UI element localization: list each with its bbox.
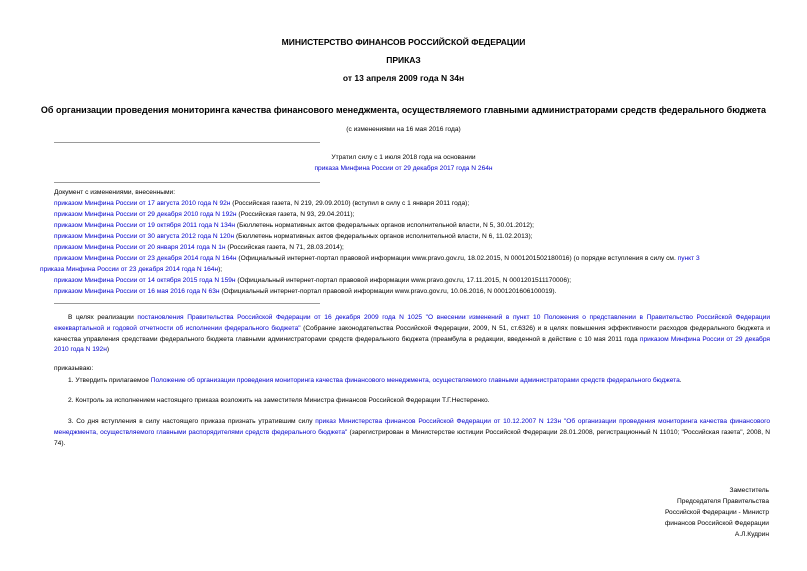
document-title: Об организации проведения мониторинга качества финансового менеджмента, осуществляемого главными администраторами средств федерального бюджета: [40, 105, 767, 115]
amendment-link[interactable]: приказом Минфина России от 14 октября 2015 года N 159н: [54, 277, 236, 284]
clause-link[interactable]: пункт 3: [677, 255, 700, 262]
signature-line: финансов Российской Федерации: [664, 519, 769, 527]
list-item: приказом Минфина России от 19 октября 2011 года N 134н (Бюллетень нормативных актов федеральных органов исполнительной власти, N 5, 30.01.2012);: [54, 222, 534, 229]
list-item-continuation: приказа Минфина России от 23 декабря 2014 года N 164н);: [40, 266, 223, 273]
repeal-link[interactable]: [0, 165, 807, 172]
list-item: приказом Минфина России от 23 декабря 2014 года N 164н (Официальный интернет-портал правовой информации www.pravo.gov.ru, 18.02.2015, N 0001201502180016) (о порядке вступления в силу см. пункт 3: [54, 255, 700, 262]
amendment-link[interactable]: приказом Минфина России от 30 августа 2012 года N 120н: [54, 233, 235, 240]
repeal-order-link[interactable]: приказа Минфина России от 29 декабря 2017 года N 264н: [314, 165, 493, 172]
signature-block: [665, 486, 769, 541]
list-item: приказом Минфина России от 30 августа 2012 года N 120н (Бюллетень нормативных актов федеральных органов исполнительной власти, N 6, 11.02.2013);: [54, 233, 533, 240]
regulation-link[interactable]: Положение об организации проведения мониторинга качества финансового менеджмента, осуществляемого главными администраторами средств федерального бюджета: [150, 377, 680, 384]
amendment-link[interactable]: приказом Минфина России от 29 декабря 2010 года N 192н: [54, 211, 237, 218]
amendment-link[interactable]: приказом Минфина России от 19 октября 2011 года N 134н: [54, 222, 236, 229]
divider: [54, 182, 320, 183]
ministry-name: МИНИСТЕРСТВО ФИНАНСОВ РОССИЙСКОЙ ФЕДЕРАЦИИ: [281, 37, 526, 47]
divider: [54, 303, 320, 304]
amendment-link[interactable]: приказом Минфина России от 16 мая 2016 года N 63н: [54, 288, 220, 295]
list-item: приказом Минфина России от 16 мая 2016 года N 63н (Официальный интернет-портал правовой информации www.pravo.gov.ru, 10.06.2016, N 0001201606100019).: [54, 288, 557, 295]
order-item-1: 1. Утвердить прилагаемое Положение об организации проведения мониторинга качества финансового менеджмента, осуществляемого главными администраторами средств федерального бюджета.: [68, 377, 682, 384]
signature-line: Председателя Правительства: [677, 497, 769, 505]
changes-intro: Документ с изменениями, внесенными:: [54, 189, 176, 196]
signature-line: Заместитель: [729, 487, 769, 494]
signatory-name: А.Л.Кудрин: [734, 530, 769, 538]
order-item-3: 3. Со дня вступления в силу настоящего приказа признать утратившим силу приказ Министерства финансов Российской Федерации от 10.12.2007 N 123н "Об организации проведения мониторинга качества финансового менеджмента, осуществляемого главными распорядителями средств федерального бюджета" (зарегистрирован в Министерстве юстиции Российской Федерации 28.01.2008, регистрационный N 11010; "Российская газета", 2008, N 74).: [54, 418, 771, 447]
decree-link[interactable]: постановления Правительства Российской Федерации от 16 декабря 2009 года N 1025 "О внесении изменений в пункт 10 Положения о представлении в Правительство Российской Федерации ежеквартальной и годовой отчетности об исполнении федерального бюджета": [54, 314, 771, 332]
signature-line: Российской Федерации - Министр: [664, 508, 769, 516]
list-item: приказом Минфина России от 17 августа 2010 года N 92н (Российская газета, N 219, 29.09.2010) (вступил в силу с 1 января 2011 года);: [54, 200, 470, 207]
list-item: приказом Минфина России от 29 декабря 2010 года N 192н (Российская газета, N 93, 29.04.2011);: [54, 211, 355, 218]
repeal-text: Утратил силу с 1 июля 2018 года на основании: [331, 154, 476, 161]
list-item: приказом Минфина России от 14 октября 2015 года N 159н (Официальный интернет-портал правовой информации www.pravo.gov.ru, 17.11.2015, N 0001201511170006);: [54, 277, 572, 284]
amendment-link[interactable]: приказом Минфина России от 17 августа 2010 года N 92н: [54, 200, 231, 207]
list-item: приказом Минфина России от 20 января 2014 года N 1н (Российская газета, N 71, 28.03.2014);: [54, 244, 344, 251]
document-type: ПРИКАЗ: [386, 55, 421, 65]
document-date-number: от 13 апреля 2009 года N 34н: [342, 73, 465, 83]
divider: [54, 142, 320, 143]
preamble-paragraph: В целях реализации постановления Правительства Российской Федерации от 16 декабря 2009 года N 1025 "О внесении изменений в пункт 10 Положения о представлении в Правительство Российской Федерации ежеквартальной и годовой отчетности об исполнении федерального бюджета" (Собрание законодательства Российской Федерации, 2009, N 51, ст.6326) и в целях повышения эффективности расходов федерального бюджета и качества управления средствами федерального бюджета главными администраторами средств федерального бюджета (преамбула в редакции, введенной в действие с 10 мая 2011 года приказом Минфина России от 29 декабря 2010 года N 192н): [54, 314, 771, 354]
orders-intro: приказываю:: [54, 365, 94, 372]
revision-note: (с изменениями на 16 мая 2016 года): [346, 126, 461, 133]
amendment-link[interactable]: приказа Минфина России от 23 декабря 2014 года N 164н: [40, 266, 219, 273]
amendment-link[interactable]: приказом Минфина России от 29 декабря 2010 года N 192н: [54, 335, 770, 354]
repealed-order-link[interactable]: приказ Министерства финансов Российской Федерации от 10.12.2007 N 123н "Об организации проведения мониторинга качества финансового менеджмента, осуществляемого главными распорядителями средств федерального бюджета": [54, 418, 771, 436]
amendment-link[interactable]: приказом Минфина России от 20 января 2014 года N 1н: [54, 244, 226, 251]
amendment-link[interactable]: приказом Минфина России от 23 декабря 2014 года N 164н: [54, 255, 237, 262]
order-item-2: 2. Контроль за исполнением настоящего приказа возложить на заместителя Министра финансов Российской Федерации Т.Г.Нестеренко.: [68, 397, 490, 404]
